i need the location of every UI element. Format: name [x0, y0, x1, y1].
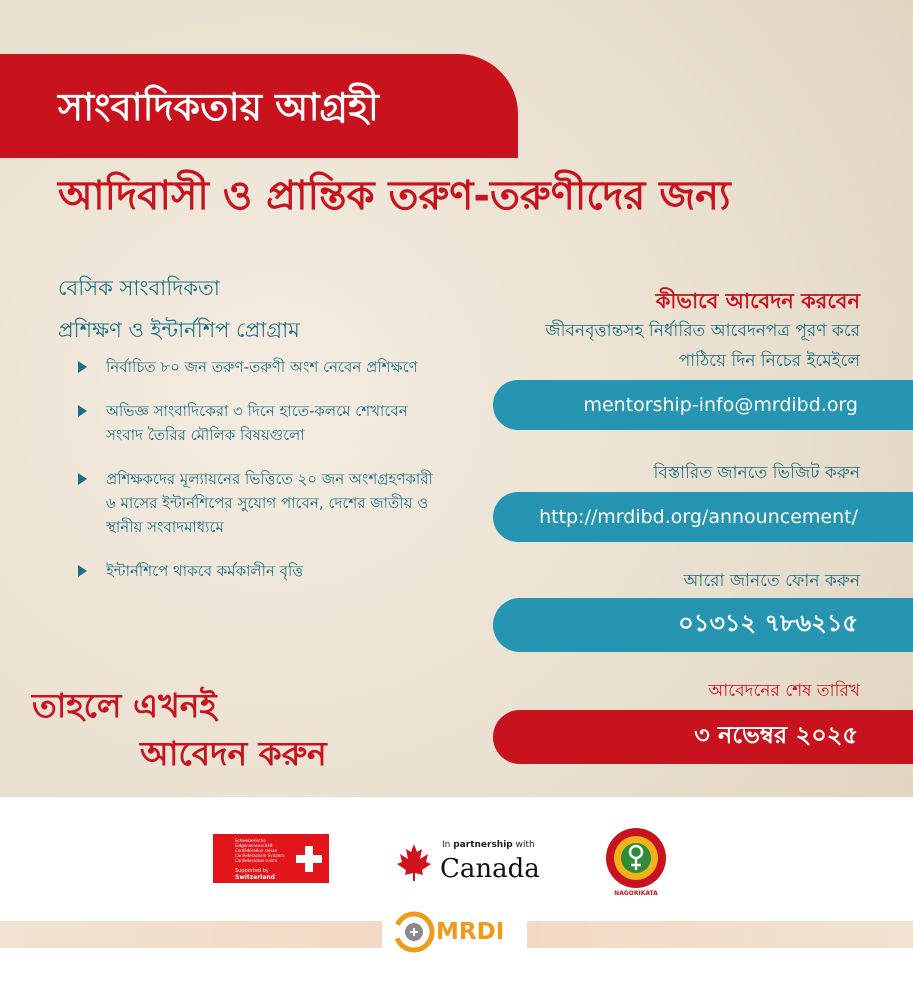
footer-area — [0, 797, 913, 987]
swiss-logo: Schweizerische Eidgenossenschaft Confédération suisse Confederazione Svizzera Confederaziun svizra Supported by Switzerland — [213, 834, 329, 883]
maple-leaf-icon — [396, 842, 432, 882]
divider-left — [0, 921, 382, 948]
phone-label: আরো জানতে ফোন করুন — [683, 571, 860, 591]
canada-logo: In partnership with Canada — [396, 830, 556, 890]
cta-line1: তাহলে এখনই — [32, 686, 217, 725]
apply-desc-line1: জীবনবৃত্তান্তসহ নির্ধারিত আবেদনপত্র পূরণ করে — [545, 321, 860, 341]
nagorikata-label: NAGORIKATA — [614, 890, 658, 897]
phone-number[interactable]: ০১৩১২ ৭৮৬২১৫ — [678, 609, 858, 637]
phone-pill[interactable] — [493, 598, 913, 652]
bullet-item: প্রশিক্ষকদের মূল্যায়নের ভিত্তিতে ২০ জন অংশগ্রহণকারী ৬ মাসের ইন্টার্নশিপের সুযোগ পাবেন, দেশের জাতীয় ও স্থানীয় সংবাদমাধ্যমে — [76, 467, 436, 539]
mrdi-logo-icon — [392, 910, 436, 954]
deadline-label: আবেদনের শেষ তারিখ — [708, 681, 860, 701]
mrdi-label: MRDI — [436, 919, 505, 945]
announcement-url[interactable]: http://mrdibd.org/announcement/ — [539, 506, 858, 528]
triangle-bullet-icon — [78, 361, 87, 373]
program-title-line2: প্রশিক্ষণ ও ইন্টার্নশিপ প্রোগ্রাম — [58, 318, 300, 342]
email-pill[interactable] — [493, 380, 913, 430]
triangle-bullet-icon — [78, 565, 87, 577]
program-bullets — [76, 355, 436, 603]
apply-heading: কীভাবে আবেদন করবেন — [655, 289, 860, 313]
visit-label: বিস্তারিত জানতে ভিজিট করুন — [653, 463, 860, 483]
email-address[interactable]: mentorship-info@mrdibd.org — [583, 394, 858, 416]
deadline-date: ৩ নভেম্বর ২০২৫ — [694, 721, 858, 749]
bullet-item: নির্বাচিত ৮০ জন তরুণ-তরুণী অংশ নেবেন প্রশিক্ষণে — [76, 355, 436, 379]
url-pill[interactable] — [493, 492, 913, 542]
cta-line2: আবেদন করুন — [140, 734, 327, 773]
deadline-pill — [493, 710, 913, 764]
headline: আদিবাসী ও প্রান্তিক তরুণ-তরুণীদের জন্য — [58, 173, 731, 219]
triangle-bullet-icon — [78, 473, 87, 485]
divider-right — [527, 921, 913, 948]
bullet-item: ইন্টার্নশিপে থাকবে কর্মকালীন বৃত্তি — [76, 559, 436, 583]
program-title-line1: বেসিক সাংবাদিকতা — [58, 276, 220, 300]
apply-desc-line2: পাঠিয়ে দিন নিচের ইমেইলে — [678, 351, 860, 371]
triangle-bullet-icon — [78, 405, 87, 417]
top-banner — [0, 54, 518, 158]
swiss-cross-icon — [296, 846, 322, 872]
nagorikata-logo-icon — [604, 826, 668, 890]
banner-title: সাংবাদিকতায় আগ্রহী — [58, 85, 379, 129]
bullet-item: অভিজ্ঞ সাংবাদিকেরা ৩ দিনে হাতে-কলমে শেখাবেন সংবাদ তৈরির মৌলিক বিষয়গুলো — [76, 399, 436, 447]
